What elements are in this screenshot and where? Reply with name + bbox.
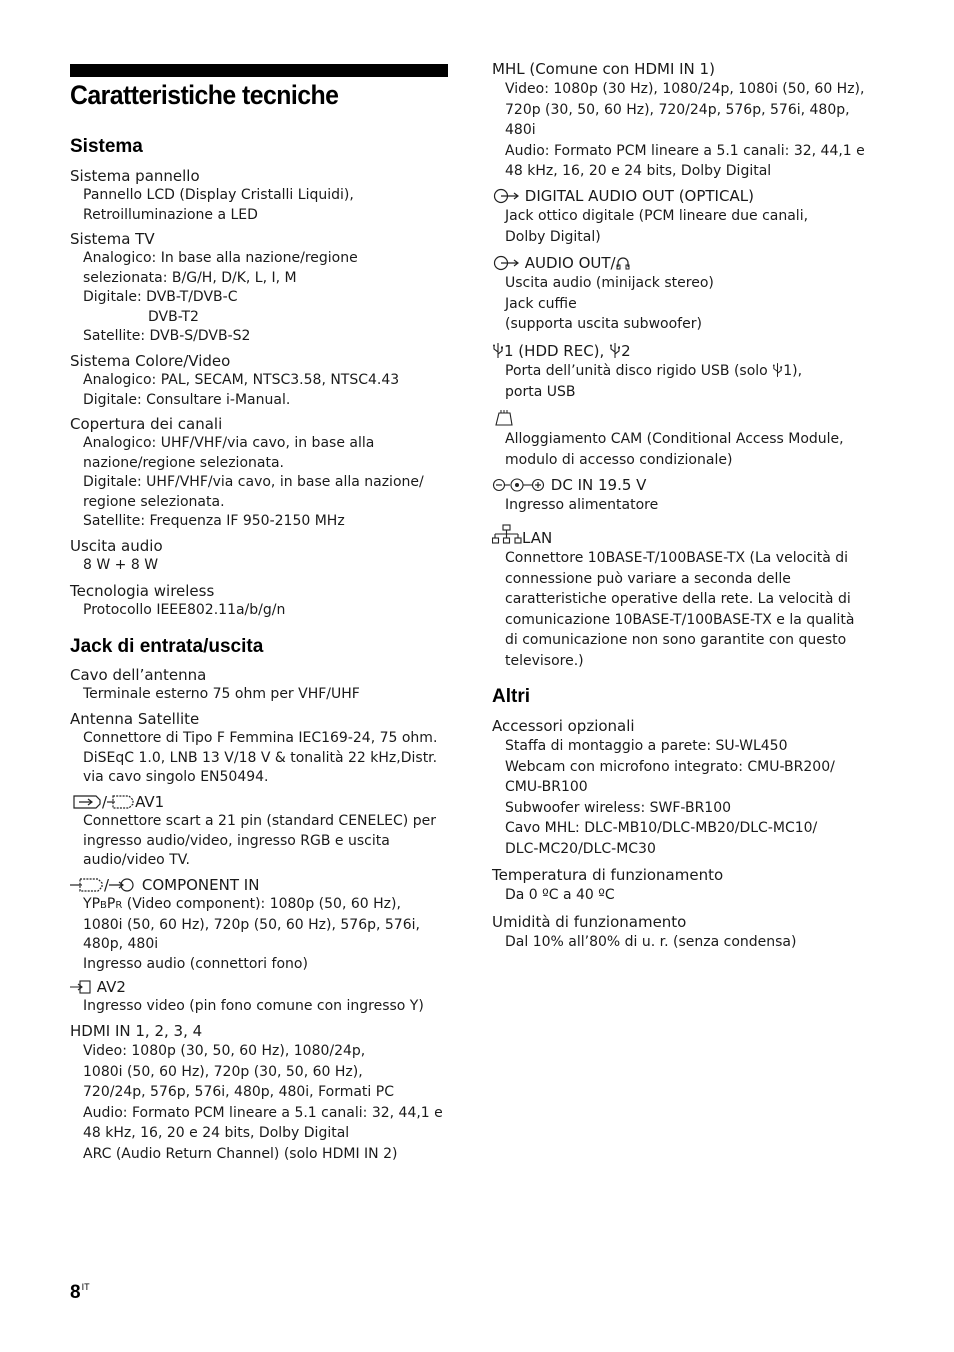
spec-line: Terminale esterno 75 ohm per VHF/UHF: [83, 686, 360, 702]
spec-label: [492, 409, 874, 429]
spec-sistema-tv: [70, 229, 452, 347]
spec-value: [505, 495, 874, 516]
spec-label: Sistema TV: [70, 230, 155, 248]
spec-component-in: [70, 875, 452, 974]
spec-line: CMU-BR100: [505, 779, 588, 795]
scart-output-icon: [107, 794, 135, 810]
component-separator: /: [104, 876, 110, 894]
spec-label: Sistema pannello: [70, 167, 200, 185]
spec-label: [492, 341, 874, 361]
spec-sistema-pannello: [70, 166, 452, 225]
spec-av2: [70, 977, 452, 1017]
component-pr: P: [106, 896, 116, 912]
usb-icon: [609, 342, 621, 359]
spec-line: Cavo MHL: DLC-MB10/DLC-MB20/DLC-MC10/: [505, 820, 818, 836]
spec-value: [505, 429, 874, 470]
component-first-line: (Video component): 1080p (50, 60 Hz),: [122, 896, 401, 912]
spec-line: Connettore 10BASE-T/100BASE-TX (La velocità di: [505, 550, 849, 566]
optical-output-icon: [492, 188, 520, 204]
page-number-value: 8: [70, 1282, 81, 1303]
spec-line: 480p, 480i: [83, 936, 159, 952]
audio-output-icon: [492, 255, 520, 271]
spec-line: Connettore scart a 21 pin (standard CENELEC) per: [83, 813, 436, 829]
spec-label: Sistema Colore/Video: [70, 352, 231, 370]
spec-value: [83, 601, 452, 621]
section-sistema-heading: Sistema: [70, 136, 143, 157]
spec-line: Alloggiamento CAM (Conditional Access Module,: [505, 431, 844, 447]
audio-out-label: AUDIO OUT/: [524, 254, 616, 272]
spec-label: Accessori opzionali: [492, 717, 635, 735]
spec-line: di comunicazione non sono garantite con questo: [505, 632, 847, 648]
component-input-icon: [70, 877, 104, 893]
spec-line: Jack cuffie: [505, 295, 577, 312]
spec-line: audio/video TV.: [83, 852, 190, 868]
spec-line: DiSEqC 1.0, LNB 13 V/18 V & tonalità 22 kHz,Distr.: [83, 749, 438, 766]
spec-line: connessione può variare a seconda delle: [505, 570, 791, 587]
spec-line: 8 W + 8 W: [83, 557, 159, 573]
spec-line: Webcam con microfono integrato: CMU-BR200/: [505, 758, 835, 775]
spec-dc-in: [492, 475, 874, 516]
spec-umidita: [492, 912, 874, 953]
component-label: COMPONENT IN: [141, 876, 260, 894]
section-jack-heading: Jack di entrata/uscita: [70, 636, 264, 657]
spec-line: (supporta uscita subwoofer): [505, 316, 702, 332]
page-title: Caratteristiche tecniche: [70, 80, 339, 110]
spec-line: televisore.): [505, 652, 584, 669]
av1-label: AV1: [135, 793, 165, 811]
lan-network-icon: [492, 524, 522, 546]
spec-line: Satellite: Frequenza IF 950-2150 MHz: [83, 513, 345, 529]
spec-line: Connettore di Tipo F Femmina IEC169-24, 75 ohm.: [83, 730, 438, 746]
spec-line: Ingresso video (pin fono comune con ingresso Y): [83, 998, 424, 1014]
optical-label: DIGITAL AUDIO OUT (OPTICAL): [524, 187, 754, 205]
spec-line: 720/24p, 576p, 576i, 480p, 480i, Formati PC: [83, 1084, 394, 1100]
spec-digital-audio-out: [492, 186, 874, 247]
spec-label: Tecnologia wireless: [70, 582, 215, 600]
spec-line: Dolby Digital): [505, 228, 601, 245]
spec-label: [70, 875, 452, 895]
spec-accessori: [492, 716, 874, 859]
spec-cam-slot: [492, 409, 874, 470]
usb-line-end: 1),: [783, 363, 803, 379]
component-pr-sub: R: [115, 900, 123, 911]
spec-line: Da 0 ºC a 40 ºC: [505, 887, 615, 903]
spec-line: porta USB: [505, 383, 576, 400]
spec-mhl: [492, 59, 874, 182]
spec-line: Digitale: DVB-T/DVB-C: [83, 289, 238, 305]
spec-label: MHL (Comune con HDMI IN 1): [492, 60, 715, 78]
spec-usb: [492, 341, 874, 402]
spec-line: Digitale: UHF/VHF/via cavo, in base alla nazione/: [83, 474, 424, 490]
spec-value: [505, 273, 874, 335]
av2-input-icon: [70, 979, 92, 995]
spec-line: 1080i (50, 60 Hz), 720p (50, 60 Hz), 576p, 576i,: [83, 916, 420, 933]
spec-hdmi-in: [70, 1021, 452, 1164]
spec-label: [492, 475, 874, 495]
spec-value: [83, 556, 452, 576]
spec-value: [505, 206, 874, 247]
spec-line: 480i: [505, 122, 536, 138]
spec-label: [492, 186, 874, 206]
spec-label: Copertura dei canali: [70, 415, 223, 433]
spec-line: 48 kHz, 16, 20 e 24 bits, Dolby Digital: [505, 163, 772, 179]
spec-value: [83, 1041, 452, 1164]
spec-label: [492, 524, 874, 548]
video-input-icon: [109, 877, 137, 893]
spec-label: [70, 977, 452, 997]
lan-label: LAN: [522, 529, 553, 547]
spec-line: Digitale: Consultare i-Manual.: [83, 391, 291, 408]
spec-label: Uscita audio: [70, 537, 163, 555]
spec-label: Cavo dell’antenna: [70, 666, 207, 684]
spec-sistema-colore: [70, 351, 452, 410]
spec-line: Analogico: UHF/VHF/via cavo, in base alla: [83, 435, 375, 451]
section-altri-heading: Altri: [492, 686, 530, 707]
spec-value: [505, 932, 874, 953]
spec-value: [505, 548, 874, 671]
spec-value: [83, 729, 452, 788]
spec-value: [83, 371, 452, 410]
spec-value: [505, 885, 874, 906]
spec-lan: [492, 524, 874, 671]
spec-line: ARC (Audio Return Channel) (solo HDMI IN 2): [83, 1145, 398, 1162]
component-pb: P: [91, 896, 101, 912]
component-pb-sub: B: [100, 900, 107, 911]
spec-antenna-satellite: [70, 709, 452, 788]
dc-label: DC IN 19.5 V: [550, 476, 647, 494]
cam-slot-icon: [492, 409, 514, 427]
spec-label: [70, 792, 452, 812]
usb-line-start: Porta dell’unità disco rigido USB (solo: [505, 363, 773, 379]
spec-line: 1080i (50, 60 Hz), 720p (30, 50, 60 Hz),: [83, 1063, 363, 1080]
spec-line: Analogico: PAL, SECAM, NTSC3.58, NTSC4.43: [83, 372, 400, 388]
spec-tecnologia-wireless: [70, 581, 452, 621]
spec-line: Retroilluminazione a LED: [83, 206, 258, 223]
spec-line: [83, 895, 452, 916]
component-y: Y: [83, 896, 92, 912]
scart-in-out-icon: [70, 794, 102, 810]
spec-line: Uscita audio (minijack stereo): [505, 275, 714, 291]
spec-temperatura: [492, 865, 874, 906]
spec-line: Audio: Formato PCM lineare a 5.1 canali: 32, 44,1 e: [505, 142, 865, 159]
spec-value: [505, 361, 874, 402]
spec-label: HDMI IN 1, 2, 3, 4: [70, 1022, 203, 1040]
spec-label: Antenna Satellite: [70, 710, 200, 728]
dc-polarity-icon: [492, 477, 546, 493]
spec-line: nazione/regione selezionata.: [83, 454, 284, 471]
spec-label: [492, 253, 874, 273]
usb-label-1: 1 (HDD REC),: [504, 342, 610, 360]
usb-icon: [492, 342, 504, 359]
usb-label-2: 2: [621, 342, 631, 360]
spec-value: [83, 895, 452, 974]
spec-line: DVB-T2: [148, 308, 199, 325]
spec-line: modulo di accesso condizionale): [505, 451, 733, 468]
page-number: [70, 1282, 90, 1304]
spec-line: via cavo singolo EN50494.: [83, 769, 269, 785]
spec-line: 48 kHz, 16, 20 e 24 bits, Dolby Digital: [83, 1125, 350, 1141]
spec-line: regione selezionata.: [83, 493, 225, 510]
page-language: IT: [81, 1282, 90, 1292]
spec-line: Audio: Formato PCM lineare a 5.1 canali: 32, 44,1 e: [83, 1104, 443, 1121]
spec-line: Ingresso alimentatore: [505, 497, 659, 513]
spec-line: caratteristiche operative della rete. La velocità di: [505, 591, 851, 607]
spec-value: [505, 79, 874, 182]
spec-line: Staffa di montaggio a parete: SU-WL450: [505, 738, 788, 754]
spec-label: Temperatura di funzionamento: [492, 866, 724, 884]
spec-line: Subwoofer wireless: SWF-BR100: [505, 799, 732, 816]
spec-value: [83, 434, 452, 532]
spec-label: Umidità di funzionamento: [492, 913, 687, 931]
spec-line: 720p (30, 50, 60 Hz), 720/24p, 576p, 576i, 480p,: [505, 101, 850, 118]
spec-line: comunicazione 10BASE-T/100BASE-TX e la qualità: [505, 611, 855, 628]
spec-line: [505, 361, 874, 382]
spec-copertura-canali: [70, 414, 452, 532]
spec-value: [83, 186, 452, 225]
spec-line: DLC-MC20/DLC-MC30: [505, 840, 656, 857]
spec-line: Protocollo IEEE802.11a/b/g/n: [83, 602, 286, 618]
spec-line: Jack ottico digitale (PCM lineare due canali,: [505, 208, 809, 224]
spec-value: [83, 249, 452, 347]
spec-audio-out: [492, 253, 874, 335]
spec-line: Satellite: DVB-S/DVB-S2: [83, 328, 251, 344]
spec-line: Video: 1080p (30, 50, 60 Hz), 1080/24p,: [83, 1043, 366, 1059]
spec-value: [83, 685, 452, 705]
spec-uscita-audio: [70, 536, 452, 576]
spec-value: [83, 997, 452, 1017]
title-rule: [70, 64, 448, 77]
spec-line: Analogico: In base alla nazione/regione: [83, 250, 358, 266]
spec-av1: [70, 792, 452, 871]
spec-line: ingresso audio/video, ingresso RGB e uscita: [83, 832, 390, 849]
spec-line: Video: 1080p (30 Hz), 1080/24p, 1080i (50, 60 Hz),: [505, 81, 865, 97]
av2-label: AV2: [96, 978, 126, 996]
spec-line: selezionata: B/G/H, D/K, L, I, M: [83, 269, 297, 286]
spec-value: [505, 736, 874, 859]
spec-line: Dal 10% all’80% di u. r. (senza condensa): [505, 934, 797, 950]
spec-cavo-antenna: [70, 665, 452, 705]
spec-line: Ingresso audio (connettori fono): [83, 955, 308, 972]
spec-line: Pannello LCD (Display Cristalli Liquidi),: [83, 187, 354, 203]
spec-value: [83, 812, 452, 871]
headphones-icon: [616, 255, 630, 271]
av1-separator: /: [102, 793, 108, 811]
usb-icon: [772, 362, 783, 378]
